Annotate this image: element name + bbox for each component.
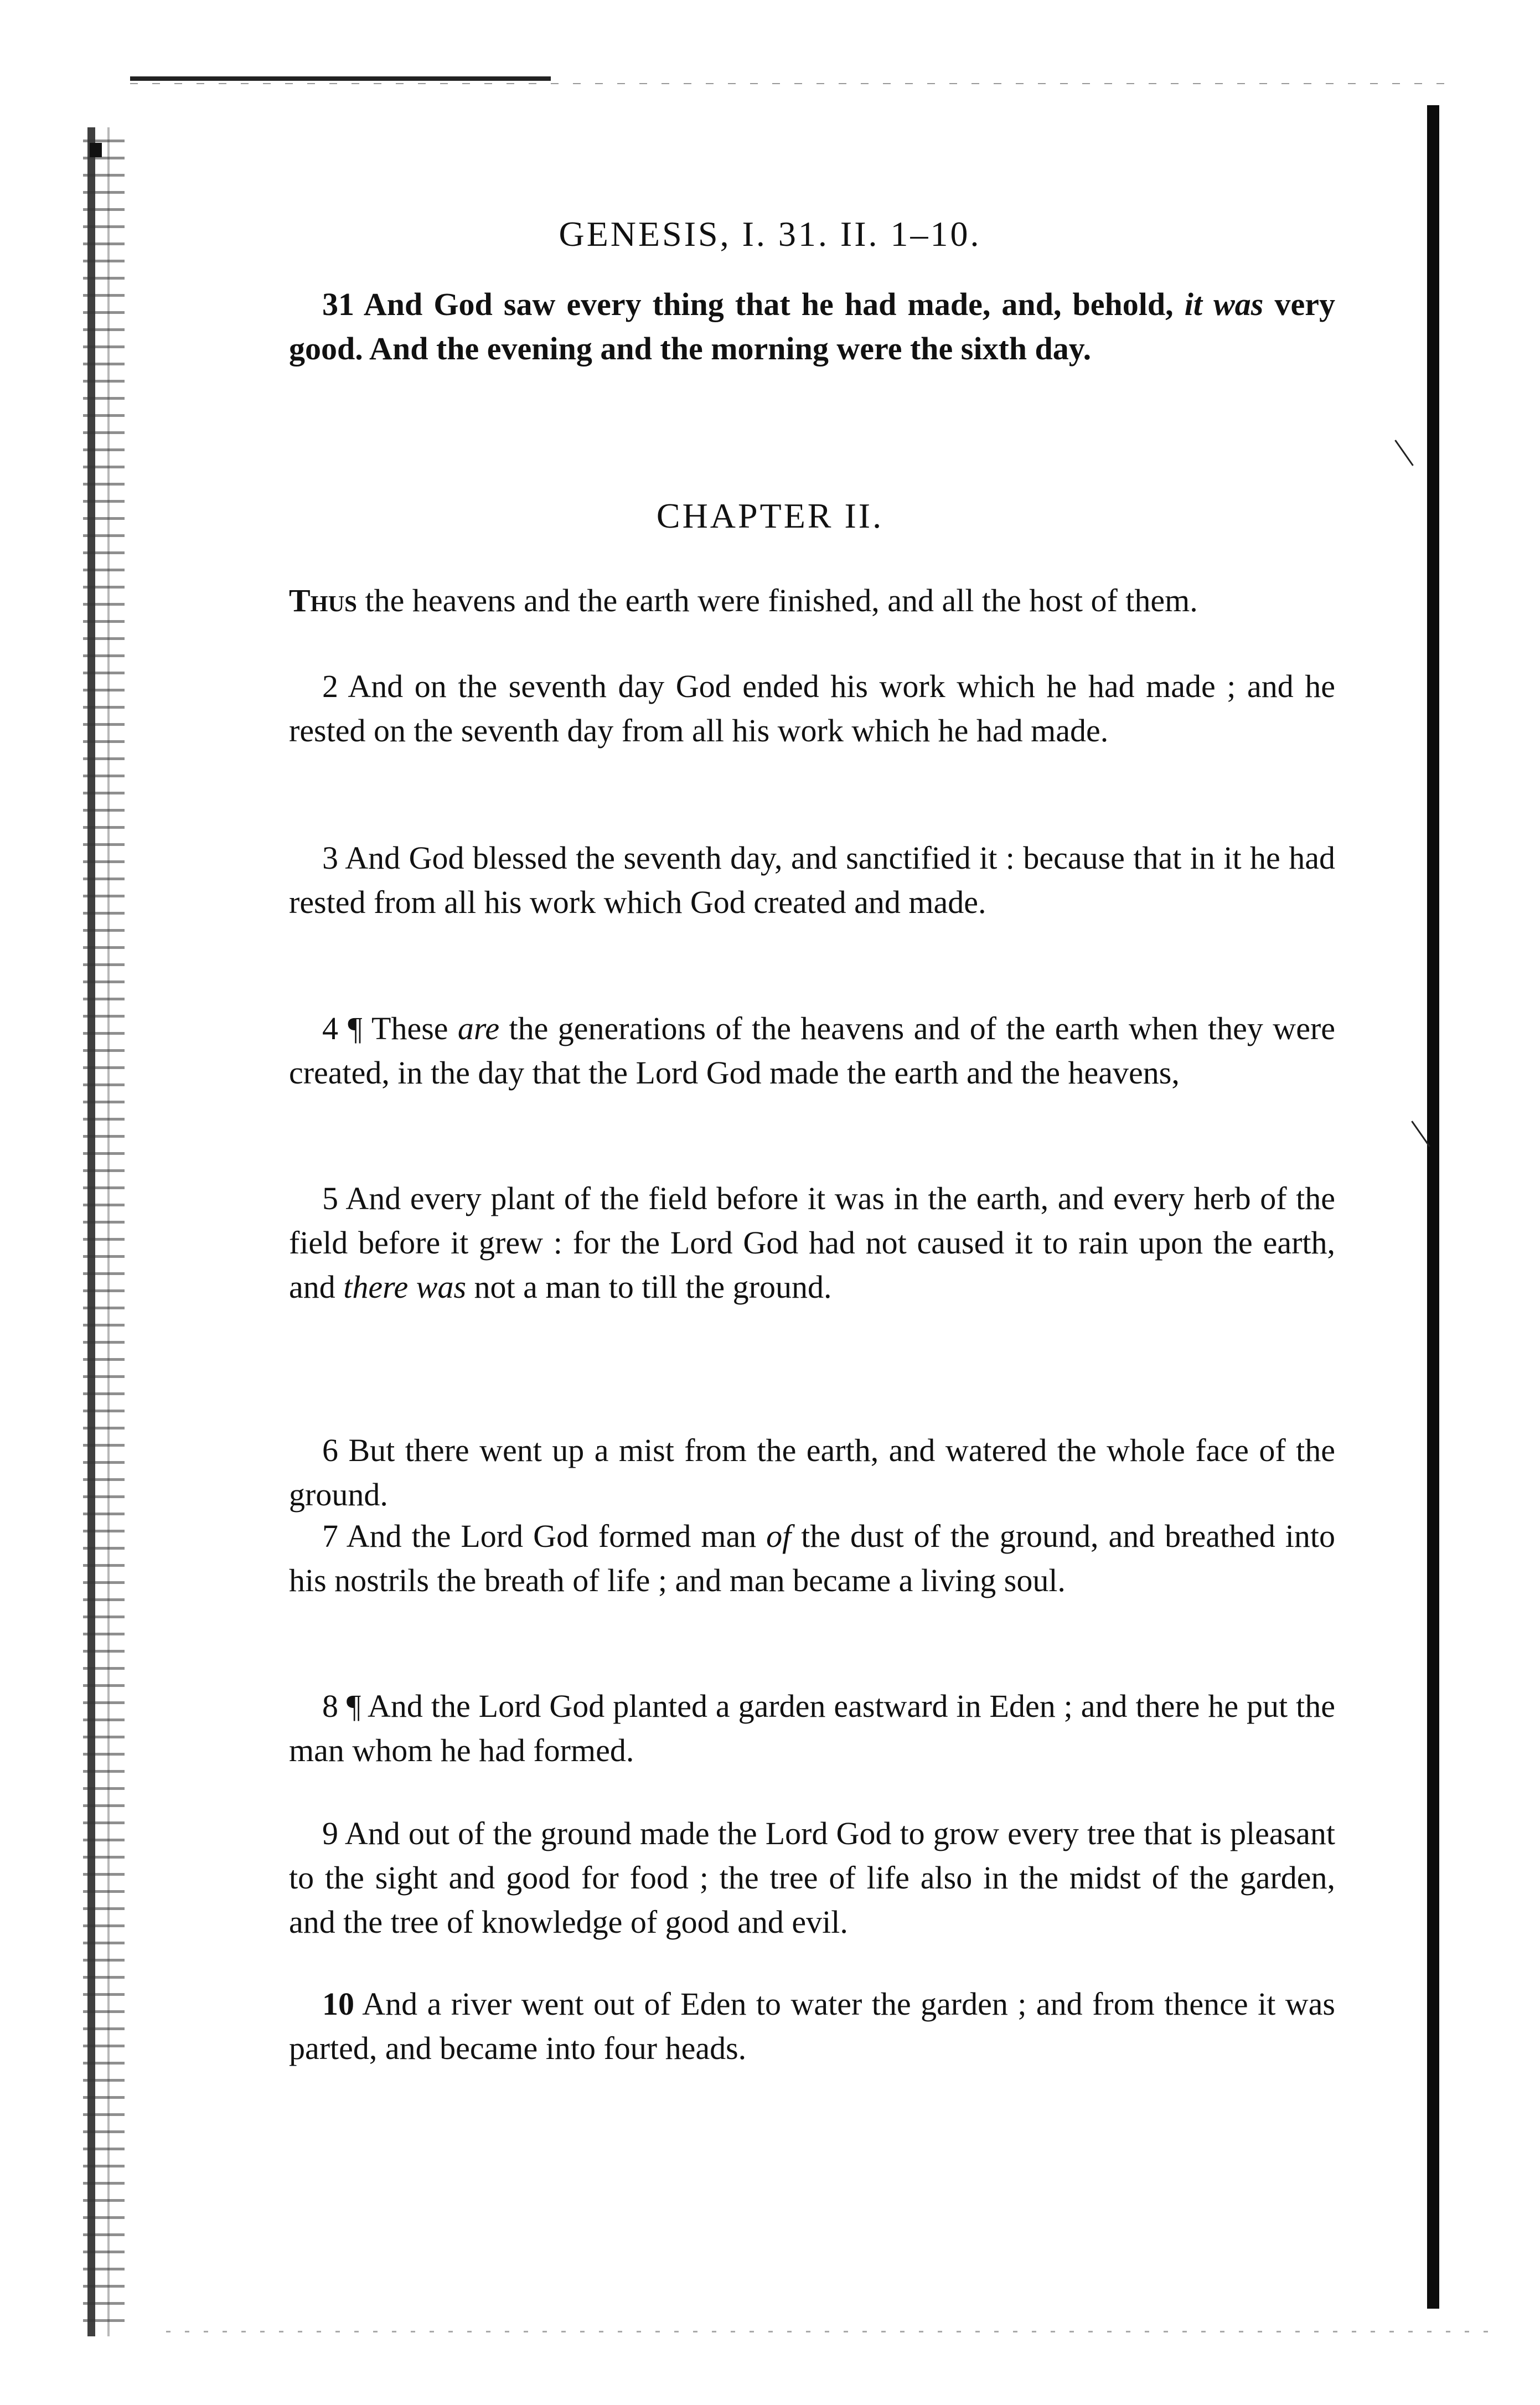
verse-text: the dust of the ground, and breathed into his nostrils the breath of life ; and man became a living soul.	[289, 1518, 1335, 1598]
verse-text: And God saw every thing that he had made, and, behold,	[363, 286, 1185, 322]
verse-2	[289, 664, 1335, 753]
verse-number: 5	[322, 1180, 338, 1216]
verse-9	[289, 1812, 1335, 1944]
verse-number: 2	[322, 668, 338, 704]
verse-text: And the Lord God formed man	[338, 1518, 767, 1554]
verse-3	[289, 836, 1335, 925]
pilcrow: ¶	[338, 1010, 372, 1046]
verse-text: not a man to till the ground.	[466, 1269, 832, 1305]
verse-text: And a river went out of Eden to water the garden ; and from thence it was parted, and became into four heads.	[289, 1986, 1335, 2066]
verse-number: 31	[322, 286, 354, 322]
running-head: GENESIS, I. 31. II. 1–10.	[559, 214, 981, 254]
pilcrow: ¶	[338, 1688, 368, 1724]
verse-6	[289, 1428, 1335, 1517]
verse-italic: it was	[1184, 286, 1264, 322]
verse-number: 7	[322, 1518, 338, 1554]
top-rule	[130, 76, 551, 81]
top-dotted-rule	[130, 83, 1459, 84]
verse-text: very good. And the evening and the morning were the sixth day.	[289, 286, 1335, 367]
verse-text: And God blessed the seventh day, and sanctified it : because that in it he had rested from all his work which God created and made.	[289, 840, 1335, 920]
verse-4	[289, 1007, 1335, 1095]
verse-1	[289, 579, 1335, 623]
chapter-title: CHAPTER II.	[656, 496, 884, 535]
verse-italic: of	[766, 1518, 792, 1554]
verse-text: And out of the ground made the Lord God to grow every tree that is pleasant to the sight and good for food ; the tree of life also in the midst of the garden, and the tree of knowledge of good and evil.	[289, 1815, 1335, 1940]
verse-7	[289, 1514, 1335, 1603]
verse-number: 8	[322, 1688, 338, 1724]
verse-8	[289, 1684, 1335, 1773]
drop-word: Thus	[289, 582, 357, 618]
verse-italic: there was	[343, 1269, 467, 1305]
verse-number: 4	[322, 1010, 338, 1046]
verse-text: And the Lord God planted a garden eastward in Eden ; and there he put the man whom he had formed.	[289, 1688, 1335, 1768]
verse-10	[289, 1982, 1335, 2071]
verse-number: 3	[322, 840, 338, 876]
verse-31	[289, 282, 1335, 371]
verse-text: These	[371, 1010, 458, 1046]
verse-5	[289, 1176, 1335, 1309]
verse-text: And every plant of the field before it was in the earth, and every herb of the field before it grew : for the Lord God had not caused it to rain upon the earth, and	[289, 1180, 1335, 1305]
verse-text: And on the seventh day God ended his work which he had made ; and he rested on the seventh day from all his work which he had made.	[289, 668, 1335, 749]
verse-number: 9	[322, 1815, 338, 1851]
verse-text: But there went up a mist from the earth, and watered the whole face of the ground.	[289, 1432, 1335, 1513]
verse-number: 6	[322, 1432, 338, 1468]
right-margin-bar	[1427, 105, 1439, 2309]
bottom-dotted-rule	[166, 2331, 1495, 2332]
margin-tick	[1394, 440, 1414, 466]
verse-number: 10	[322, 1986, 354, 2022]
edge-mark	[90, 143, 102, 157]
verse-text: the heavens and the earth were finished, and all the host of them.	[357, 582, 1198, 618]
verse-text: the generations of the heavens and of the earth when they were created, in the day that the Lord God made the earth and the heavens,	[289, 1010, 1335, 1091]
verse-italic: are	[457, 1010, 500, 1046]
binding-edge	[83, 127, 125, 2336]
